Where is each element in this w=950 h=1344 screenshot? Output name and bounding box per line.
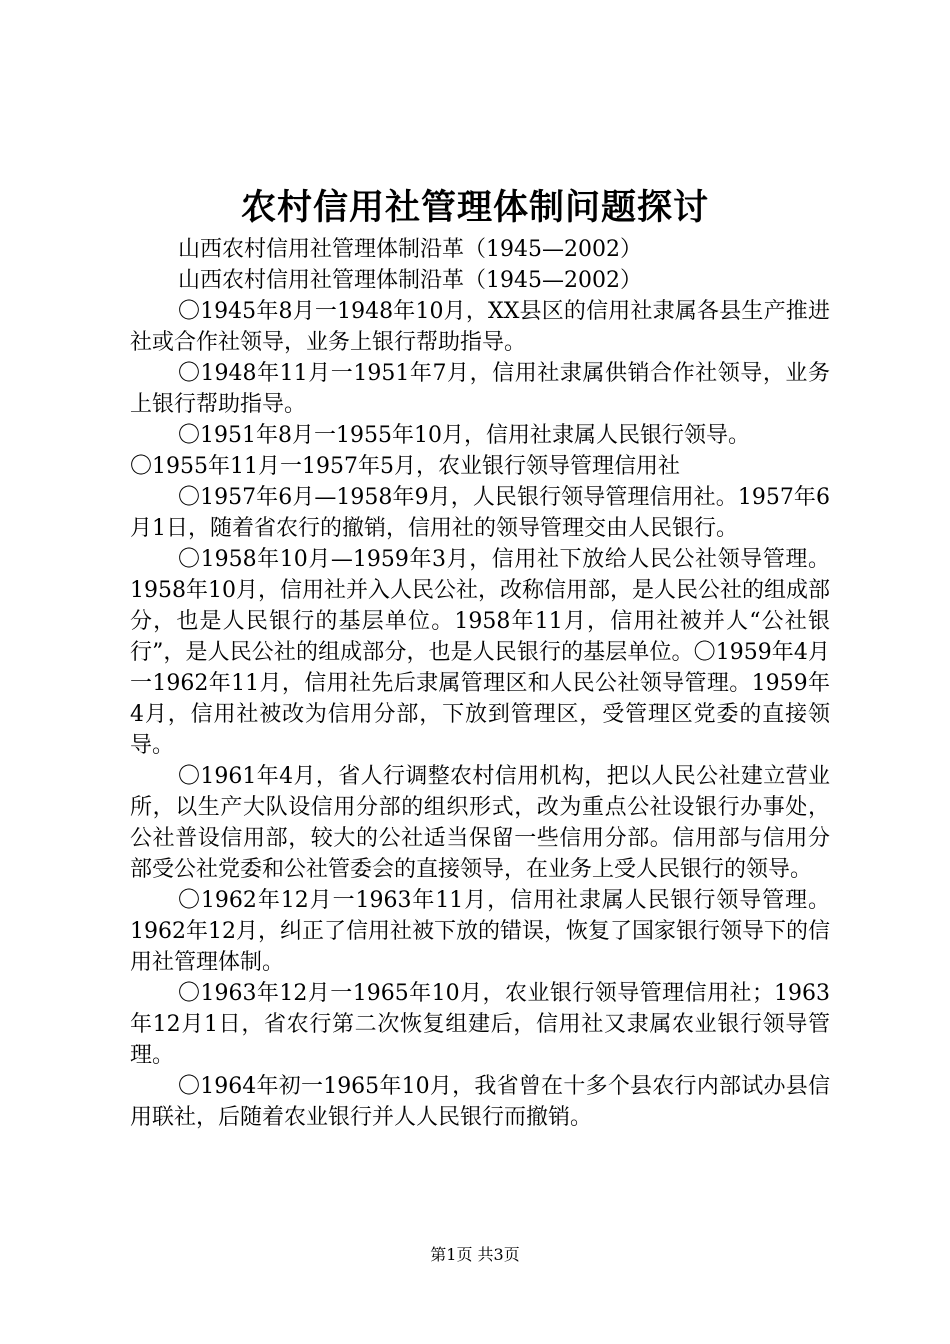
- paragraph: 〇1958年10月—1959年3月，信用社下放给人民公社领导管理。1958年10月，信用社并入人民公社，改称信用部，是人民公社的组成部分，也是人民银行的基层单位。1958年11月，信用社被并人“公社银行”，是人民公社的组成部分，也是人民银行的基层单位。〇1959年4月一1962年11月，信用社先后隶属管理区和人民公社领导管理。1959年4月，信用社被改为信用分部，下放到管理区，受管理区党委的直接领导。: [130, 547, 830, 758]
- page-footer: 第1页 共3页: [430, 1245, 520, 1264]
- paragraph: 山西农村信用社管理体制沿革（1945—2002）: [178, 237, 642, 262]
- paragraph: 〇1957年6月—1958年9月，人民银行领导管理信用社。1957年6月1日，随着省农行的撤销，信用社的领导管理交由人民银行。: [130, 485, 830, 541]
- paragraph: 〇1948年11月一1951年7月，信用社隶属供销合作社领导，业务上银行帮助指导。: [130, 361, 830, 417]
- paragraph: 〇1964年初一1965年10月，我省曾在十多个县农行内部试办县信用联社，后随着农业银行并人人民银行而撤销。: [130, 1074, 830, 1130]
- paragraph: 〇1962年12月一1963年11月，信用社隶属人民银行领导管理。1962年12月，纠正了信用社被下放的错误，恢复了国家银行领导下的信用社管理体制。: [130, 888, 830, 975]
- paragraph: 〇1951年8月一1955年10月，信用社隶属人民银行领导。: [178, 423, 750, 448]
- paragraph: 〇1961年4月，省人行调整农村信用机构，把以人民公社建立营业所，以生产大队设信用分部的组织形式，改为重点公社设银行办事处，公社普设信用部，较大的公社适当保留一些信用分部。信用部与信用分部受公社党委和公社管委会的直接领导，在业务上受人民银行的领导。: [130, 764, 830, 882]
- paragraph: 〇1955年11月一1957年5月，农业银行领导管理信用社: [130, 454, 680, 479]
- document-title: 农村信用社管理体制问题探讨: [240, 188, 709, 228]
- paragraph: 〇1963年12月一1965年10月，农业银行领导管理信用社；1963年12月1日，省农行第二次恢复组建后，信用社又隶属农业银行领导管理。: [130, 981, 830, 1068]
- paragraph: 〇1945年8月一1948年10月，XX县区的信用社隶属各县生产推进社或合作社领导，业务上银行帮助指导。: [130, 299, 830, 355]
- document-body: [130, 234, 830, 1133]
- paragraph: 山西农村信用社管理体制沿革（1945—2002）: [178, 268, 642, 293]
